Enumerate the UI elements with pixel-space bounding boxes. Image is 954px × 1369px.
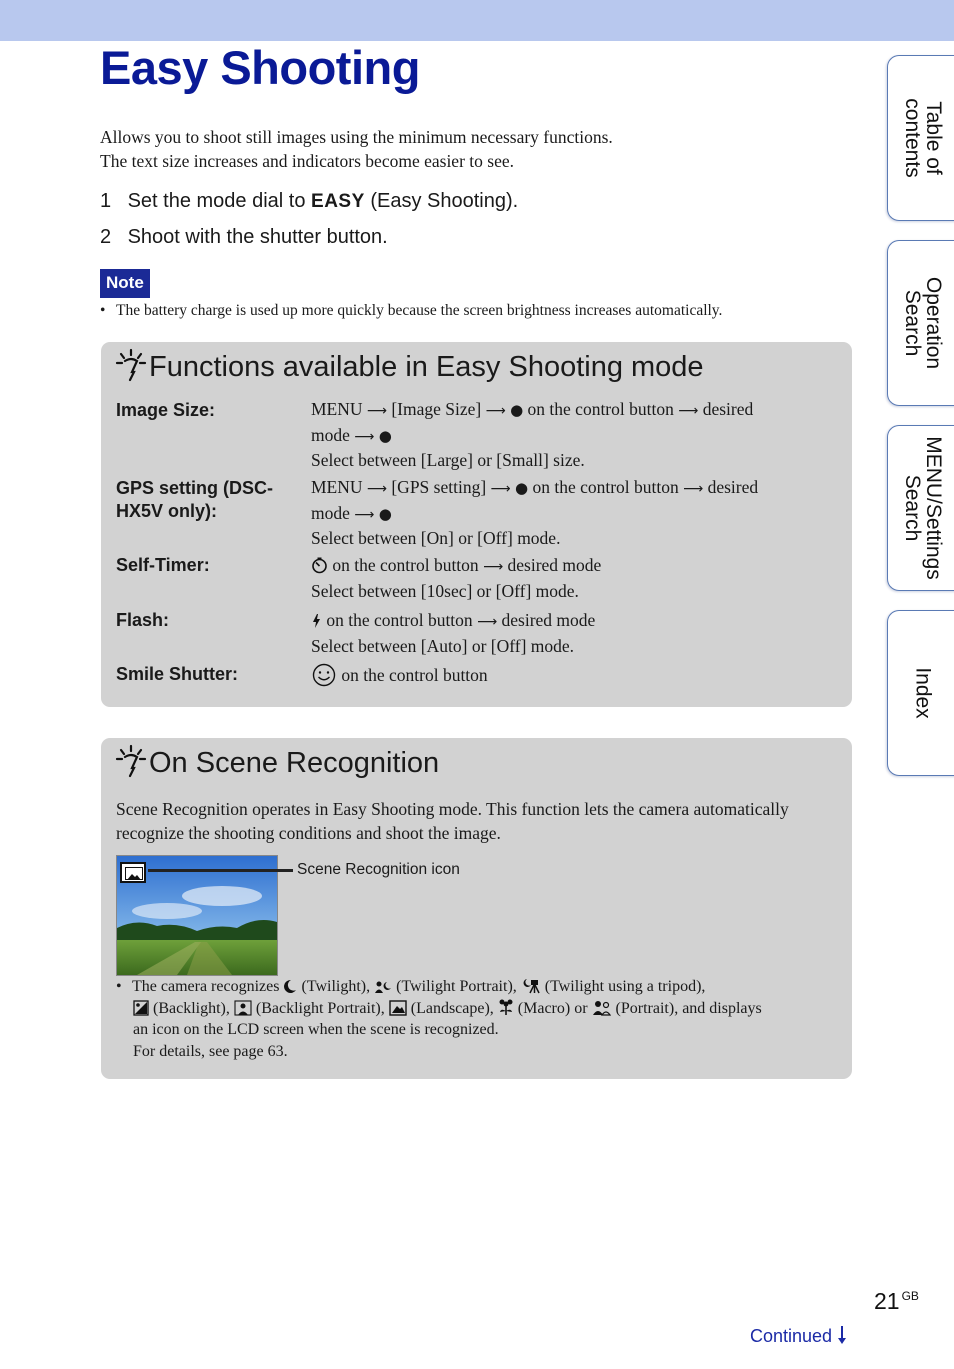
tab-label-line: Table of [922,101,945,175]
note-text [100,302,722,320]
tab-label-line: Operation [922,276,945,370]
macro-text: (Macro) or [517,999,588,1017]
scene-icon-callout: Scene Recognition icon [297,861,460,878]
page-number-value: 21 [874,1288,900,1314]
function-desc [311,476,836,551]
arrow-icon: ⟶ [366,403,387,419]
step-text-suffix: (Easy Shooting). [370,190,519,212]
arrow-icon: ⟶ [354,428,375,445]
step-number: 2 [100,226,112,248]
arrow-icon: ⟶ [366,481,387,497]
control-text: on the control button [527,399,674,419]
self-timer-icon [311,557,328,574]
arrow-icon: ⟶ [678,403,699,419]
center-button-icon: ● [378,426,392,445]
portrait-icon [592,999,612,1016]
bullet: • [116,978,122,995]
twilight-icon [283,979,297,994]
landscape-icon [389,1000,407,1016]
desired-text: desired mode [501,610,596,630]
backlight-icon [133,1000,149,1016]
twilight-tripod-icon [521,978,541,994]
bullet: • [100,302,106,319]
function-label: Self-Timer: [116,555,210,575]
function-desc [311,554,836,603]
page-number-suffix: GB [901,1289,919,1303]
hint-bulb-icon [115,348,147,382]
portrait-text: (Portrait), and displays [615,999,762,1017]
flash-icon [311,613,322,629]
function-desc [311,398,836,473]
scene-bullet [116,976,841,1062]
twilight-portrait-icon [374,979,392,994]
tab-table-of-contents[interactable] [887,55,954,221]
backlight-portrait-text: (Backlight Portrait), [255,999,385,1017]
menu-text: MENU [311,477,363,497]
select-text: Select between [On] or [Off] mode. [311,528,561,548]
step-number: 1 [100,190,112,212]
intro-text [100,125,613,173]
intro-line-2: The text size increases and indicators become easier to see. [100,151,514,171]
setting-name: [Image Size] [391,399,482,419]
scene-recognition-panel [101,738,852,1079]
mode-text: mode [311,502,350,523]
intro-line-1: Allows you to shoot still images using the minimum necessary functions. [100,127,613,147]
function-desc [311,663,836,688]
desired-text: desired [707,477,759,497]
functions-panel-title [115,348,704,384]
arrow-icon: ⟶ [683,481,704,497]
tab-operation-search[interactable] [887,240,954,406]
arrow-icon: ⟶ [477,614,498,630]
step-text: Shoot with the shutter button. [127,226,388,248]
scene-recognition-icon [120,862,146,883]
function-label: GPS setting (DSC-HX5V only): [116,478,274,521]
function-desc [311,609,836,658]
control-text: on the control button [341,665,488,685]
callout-line [148,869,293,872]
center-button-icon: ● [378,504,392,523]
center-button-icon: ● [515,479,529,497]
bullet-text: The camera recognizes [132,978,280,995]
setting-name: [GPS setting] [391,477,487,497]
scene-description: Scene Recognition operates in Easy Shooting mode. This function lets the camera automatically recognize the shooting conditions and shoot the image. [116,799,789,843]
page-number [874,1288,919,1315]
step-2 [100,226,388,249]
details-reference: For details, see page 63. [133,1042,288,1060]
note-body: The battery charge is used up more quickly because the screen brightness increases automatically. [116,302,723,319]
tab-label [902,436,944,580]
function-label: Flash: [116,610,170,630]
tripod-text: (Twilight using a tripod), [544,978,706,995]
tab-label [913,667,934,718]
scene-panel-title [115,744,439,780]
top-header-bar [0,0,954,41]
mode-text: mode [311,424,350,445]
menu-text: MENU [311,399,363,419]
continued-text: Continued [750,1326,833,1346]
tab-index[interactable] [887,610,954,776]
arrow-icon: ⟶ [354,506,375,523]
backlight-portrait-icon [234,1000,252,1016]
easy-mode-icon: EASY [311,191,365,212]
bullet-line: an icon on the LCD screen when the scene is recognized. [133,1021,499,1038]
scene-title-text: On Scene Recognition [149,747,440,779]
macro-icon [498,999,514,1016]
tab-label [902,98,944,177]
backlight-text: (Backlight), [153,999,230,1017]
arrow-down-icon [837,1325,847,1345]
note-label: Note [100,269,150,298]
twilight-portrait-text: (Twilight Portrait), [396,978,517,995]
arrow-icon: ⟶ [483,559,504,575]
tab-label-line: Index [911,667,935,719]
arrow-icon: ⟶ [485,403,506,419]
tab-menu-settings-search[interactable] [887,425,954,591]
select-text: Select between [Large] or [Small] size. [311,450,585,470]
landscape-text: (Landscape), [410,999,494,1017]
step-1 [100,190,518,213]
functions-title-text: Functions available in Easy Shooting mode [149,351,704,383]
control-text: on the control button [532,477,679,497]
page-title: Easy Shooting [100,41,420,94]
landscape-photo [116,855,278,976]
step-text: Set the mode dial to [127,190,306,212]
tab-label [902,277,944,369]
select-text: Select between [Auto] or [Off] mode. [311,635,575,656]
center-button-icon: ● [510,401,524,419]
smile-icon [311,663,337,687]
tab-label-line: Search [901,474,924,542]
tab-label-line: Search [901,289,924,357]
desired-text: desired mode [507,555,602,575]
function-label: Image Size: [116,400,216,420]
hint-bulb-icon [115,744,147,778]
control-text: on the control button [326,610,473,630]
desired-text: desired [702,399,754,419]
tab-label-line: contents [901,98,924,178]
function-label: Smile Shutter: [116,664,239,684]
arrow-icon: ⟶ [490,481,511,497]
twilight-text: (Twilight), [301,978,371,995]
control-text: on the control button [332,555,479,575]
continued-link[interactable] [750,1325,847,1347]
select-text: Select between [10sec] or [Off] mode. [311,580,579,601]
functions-panel [101,342,852,707]
tab-label-line: MENU/Settings [922,436,945,580]
